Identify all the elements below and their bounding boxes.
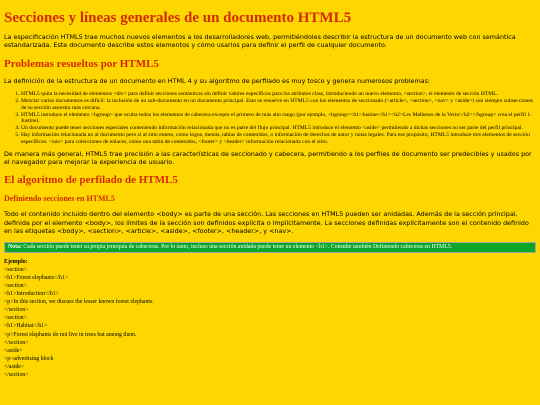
- note-label: Nota:: [8, 243, 22, 250]
- page-title: Secciones y líneas generales de un documento HTML5: [4, 10, 352, 26]
- algorithm-heading: El algoritmo de perfilado de HTML5: [4, 174, 178, 187]
- code-line: <p>advertising block: [4, 355, 54, 362]
- list-item: 4. Un documento puede tener secciones especiales conteniendo información relacionada que no es parte del flujo principal. HTML5 introduce el elemento <aside> permitiendo a dichas secciones no ser parte del perfil principal.: [21, 125, 536, 132]
- note-box: [4, 242, 536, 253]
- code-line: </section>: [4, 307, 29, 314]
- code-line: <section>: [4, 283, 27, 290]
- problems-lead: La definición de la estructura de un documento en HTML 4 y su algoritmo de perfilado es muy tosco y genera numerosos problemas:: [4, 76, 431, 85]
- defining-sections-heading: Definiendo secciones en HTML5: [4, 194, 115, 204]
- list-item: 5. Hay información relacionada no al documento pero sí al sitio entero, como logos, menús, tablas de contenidos, o información de derechos de autor y notas legales. Para ese propósito, HTML5 introduce tres elementos de sección específicos: <nav> para colecciones de enlaces, como una tabla de contenidos, <footer> y <header> información relacionada con el sitio.: [21, 132, 536, 146]
- code-line: <section>: [4, 315, 27, 322]
- code-line: </aside>: [4, 363, 25, 370]
- list-item: 1. HTML5 quita la necesidad de elementos <div> para definir secciones semánticas sin definir valores específicos para los atributos class, introduciendo un nuevo elemento, <section>, el elemento de sección HTML.: [21, 91, 536, 98]
- code-line: <aside>: [4, 347, 23, 354]
- list-item: 3. HTML5 introduce el elemento <hgroup> que oculta todos los elementos de cabecera excepto el primero de más alto rango (por ejemplo, <hgroup><h1>Justine</h1><h2>Les Malheurs de la Vertu</h2></hgroup> crea el perfil 1. Justine).: [21, 112, 536, 126]
- code-line: <h1>Forest elephants</h1>: [4, 274, 69, 281]
- algorithm-paragraph: Todo el contenido incluido dentro del elemento <body> es parte de una sección. Las secciones en HTML5 pueden ser anidadas. Además de la sección principal, definida por el elemento <body>, los límites de la sección son definidos explícita o implícitamente. La secciones definidas explícitamente son el contenido definido en las etiquetas <body>, <section>, <article>, <aside>, <footer>, <header>, y <nav>.: [4, 210, 529, 236]
- note-text: Cada sección puede tener su propia jerarquía de cabeceras. Por lo tanto, incluso una sección anidada puede tener un elemento <h1>. Consulte también Definiendo cabeceras en HTML5.: [21, 243, 453, 250]
- code-line: <h1>Introduction</h1>: [4, 291, 59, 298]
- code-line: </section>: [4, 372, 29, 379]
- code-line: <p>In this section, we discuss the lesser known forest elephants.: [4, 299, 154, 306]
- problems-list: [4, 91, 536, 145]
- problems-heading: Problemas resueltos por HTML5: [4, 57, 159, 70]
- list-item: 2. Mezclar varios documentos es difícil: la inclusión de un sub-documento en un documento principal. Esto se resuelve en HTML5 con los elementos de seccionado (<article>, <section>, <nav> y <aside>) son siempre subsecciones de su sección ancestra más cercana.: [21, 98, 536, 112]
- code-line: <section>: [4, 266, 27, 273]
- problems-closing: De manera más general, HTML5 trae precisión a las características de seccionado y cabecera, permitiendo a los perfiles de documento ser predecibles y usados por el navegador para mejorar la experiencia de usuario.: [4, 149, 532, 166]
- code-line: <p>Forest elephants do not live in trees but among them.: [4, 331, 137, 338]
- code-line: <h1>Habitat</h1>: [4, 323, 48, 330]
- intro-paragraph: La especificación HTML5 trae muchos nuevos elementos a los desarrolladores web, permitiéndoles describir la estructura de un documento web con semántica estandarizada. Este documento describe estos elementos y cómo usarlos para definir el perfil de cualquier documento.: [4, 33, 516, 50]
- example-label: Ejemplo:: [4, 258, 28, 265]
- code-example: [4, 266, 536, 379]
- code-line: </section>: [4, 339, 29, 346]
